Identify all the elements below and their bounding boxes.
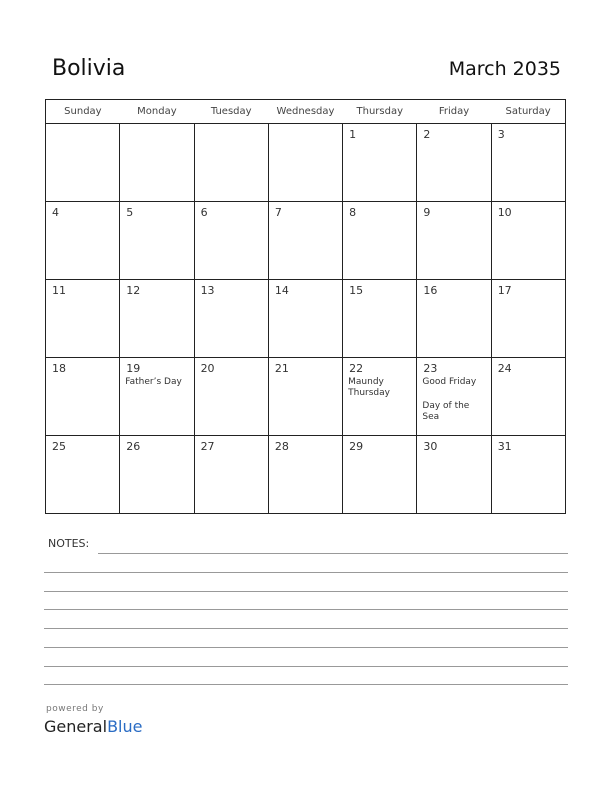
- weekday-friday: Friday: [417, 100, 491, 124]
- weekday-saturday: Saturday: [491, 100, 565, 124]
- week-row: [46, 436, 566, 514]
- day-cell: [343, 436, 417, 514]
- day-number: 25: [52, 440, 66, 453]
- day-cell: [194, 280, 268, 358]
- day-cell: [194, 124, 268, 202]
- day-cell: [268, 124, 342, 202]
- day-number: 6: [200, 206, 208, 219]
- calendar-grid: [45, 99, 566, 514]
- brand-blue: Blue: [107, 717, 143, 736]
- day-number: 16: [423, 284, 438, 297]
- day-cell: [194, 358, 268, 436]
- day-cell: [120, 202, 194, 280]
- day-cell: [417, 124, 491, 202]
- day-cell: [46, 280, 120, 358]
- day-cell: [120, 124, 194, 202]
- day-number: 26: [126, 440, 141, 453]
- day-number: 22: [349, 362, 364, 375]
- day-cell: [120, 436, 194, 514]
- notes-line: [44, 572, 568, 573]
- day-number: 15: [349, 284, 364, 297]
- notes-line: [44, 609, 568, 610]
- day-cell: [343, 280, 417, 358]
- day-cell: [491, 358, 565, 436]
- day-cell: [491, 280, 565, 358]
- day-number: 27: [200, 440, 215, 453]
- day-number: 19: [126, 362, 141, 375]
- day-number: 18: [52, 362, 66, 375]
- day-cell: [46, 124, 120, 202]
- day-cell: [120, 280, 194, 358]
- day-cell: [343, 202, 417, 280]
- day-cell: [491, 202, 565, 280]
- brand-general: General: [44, 717, 108, 736]
- day-number: 8: [349, 206, 357, 219]
- day-cell: [491, 124, 565, 202]
- day-cell: [46, 436, 120, 514]
- week-row: [46, 202, 566, 280]
- day-number: 13: [200, 284, 215, 297]
- day-cell: [417, 280, 491, 358]
- week-row: [46, 358, 566, 436]
- holiday-label: Maundy Thursday: [348, 377, 390, 398]
- day-number: 21: [274, 362, 289, 375]
- day-number: 3: [497, 128, 505, 141]
- notes-line: [44, 666, 568, 667]
- weekday-monday: Monday: [120, 100, 194, 124]
- weekday-header-row: [46, 100, 566, 124]
- notes-line: [98, 553, 568, 554]
- month-year-title: March 2035: [448, 58, 561, 80]
- day-cell: [194, 202, 268, 280]
- notes-label: NOTES:: [48, 537, 90, 550]
- holiday-label: Day of the Sea: [422, 401, 470, 422]
- weekday-thursday: Thursday: [343, 100, 417, 124]
- day-number: 7: [274, 206, 282, 219]
- day-number: 20: [200, 362, 215, 375]
- day-cell: [343, 358, 417, 436]
- day-number: 12: [126, 284, 141, 297]
- day-number: 5: [126, 206, 134, 219]
- generalblue-logo: [44, 717, 142, 736]
- day-cell: [120, 358, 194, 436]
- notes-line: [44, 628, 568, 629]
- weekday-tuesday: Tuesday: [194, 100, 268, 124]
- day-number: 1: [349, 128, 357, 141]
- day-number: 10: [497, 206, 512, 219]
- notes-line: [44, 591, 568, 592]
- notes-line: [44, 684, 568, 685]
- day-cell: [417, 358, 491, 436]
- day-cell: [417, 202, 491, 280]
- day-number: 23: [423, 362, 438, 375]
- day-number: 14: [274, 284, 289, 297]
- powered-by-text: powered by: [46, 704, 104, 714]
- day-cell: [268, 436, 342, 514]
- day-number: 4: [52, 206, 59, 219]
- day-cell: [491, 436, 565, 514]
- week-row: [46, 124, 566, 202]
- day-cell: [46, 202, 120, 280]
- holiday-label: Father’s Day: [125, 377, 182, 387]
- day-cell: [268, 280, 342, 358]
- day-cell: [343, 124, 417, 202]
- day-cell: [268, 358, 342, 436]
- day-cell: [194, 436, 268, 514]
- day-number: 11: [52, 284, 66, 297]
- day-number: 28: [274, 440, 289, 453]
- day-number: 24: [497, 362, 512, 375]
- country-title: Bolivia: [52, 56, 126, 81]
- weekday-sunday: Sunday: [46, 100, 120, 124]
- notes-line: [44, 647, 568, 648]
- day-number: 2: [423, 128, 431, 141]
- day-number: 31: [497, 440, 512, 453]
- day-number: 17: [497, 284, 512, 297]
- day-number: 9: [423, 206, 431, 219]
- day-cell: [417, 436, 491, 514]
- day-number: 29: [349, 440, 364, 453]
- day-cell: [268, 202, 342, 280]
- day-cell: [46, 358, 120, 436]
- day-number: 30: [423, 440, 438, 453]
- week-row: [46, 280, 566, 358]
- weekday-wednesday: Wednesday: [268, 100, 342, 124]
- holiday-label: Good Friday: [422, 377, 477, 387]
